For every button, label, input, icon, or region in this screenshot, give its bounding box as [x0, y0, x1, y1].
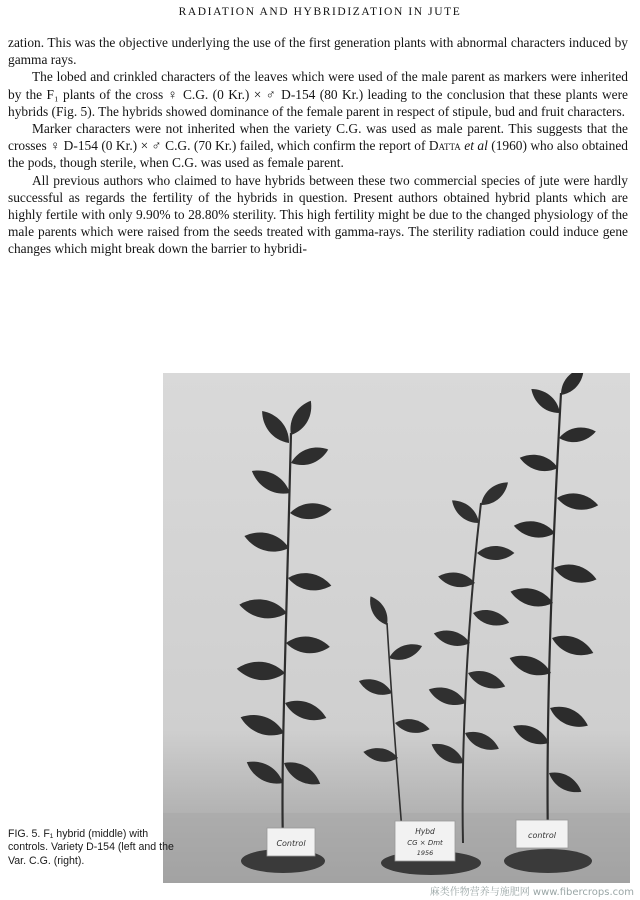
body-text	[8, 34, 628, 258]
paragraph-4: All previous authors who claimed to have hybrids between these two commercial species of jute were hardly successful as regards the fertility of the hybrids in question. Present authors obtained hybrid plants which are highly fertile with only 9.90% to 28.80% sterility. This high fertility might be due to the changed physiology of the male parents which were raised from the seeds treated with gamma-rays. The sterility radiation could induce gene changes which might break down the barrier to hybridi-	[8, 172, 628, 257]
label-middle-3: 1956	[416, 849, 434, 857]
label-left: Control	[276, 839, 306, 848]
author-name: Datta	[428, 138, 461, 154]
figure-photo	[163, 373, 630, 883]
label-middle-1: Hybd	[415, 827, 435, 836]
figure-caption: FIG. 5. F₁ hybrid (middle) with controls. Variety D-154 (left and the Var. C.G. (right).	[8, 828, 174, 867]
paragraph-1: zation. This was the objective underlying the use of the first generation plants with abnormal characters induced by gamma rays.	[8, 35, 628, 68]
running-head: RADIATION AND HYBRIDIZATION IN JUTE	[178, 6, 462, 18]
paragraph-3	[8, 120, 628, 172]
et-al: et al	[464, 138, 488, 154]
paragraph-3-lead: Marker characters were not inherited when the variety C.G. was used as male parent. This suggests that the crosses ♀ D-154 (0 Kr.) × ♂ C.G. (70 Kr.) failed, which confirm the report of	[8, 121, 628, 154]
paragraph-3-tail: (1960) who also obtained the pods, though sterile, when C.G. was used as female parent.	[8, 138, 628, 171]
jute-plants-photo	[163, 373, 630, 883]
watermark: 麻类作物营养与施肥网 www.fibercrops.com	[429, 887, 634, 898]
label-right: control	[528, 831, 556, 840]
paragraph-2: The lobed and crinkled characters of the leaves which were used of the male parent as markers were inherited by the F₁ plants of the cross ♀ C.G. (0 Kr.) × ♂ D-154 (80 Kr.) leading to the conclusion that these plants were hybrids (Fig. 5). The hybrids showed dominance of the female parent in respect of stipule, bud and fruit characters.	[8, 69, 628, 119]
label-middle-2: CG × Dmt	[407, 839, 443, 847]
